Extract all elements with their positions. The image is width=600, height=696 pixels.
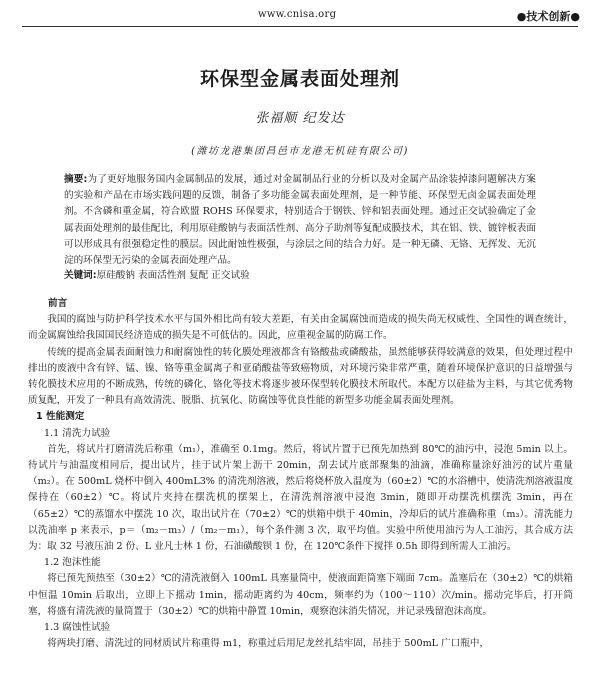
section-heading: 1 性能测定: [36, 411, 85, 423]
subsection-heading: 1.3 腐蚀性试验: [44, 622, 111, 634]
article-title: 环保型金属表面处理剂: [199, 68, 400, 90]
subsection-heading: 1.1 清洗力试验: [44, 427, 111, 439]
abstract-text: 为了更好地服务国内金属制品的发展，通过对金属制品行业的分析以及对金属产品涂装掉漆问题解决方案的实验和产品在市场实践问题的反馈，制备了多功能金属表面处理剂，是一种节能、环保型无卤金属表面处理剂。不含磷和重金属，符合欧盟 ROHS 环保要求，特别适合于钢铁、锌和铝表面处理。通过正交试验确定了金属表面处理剂的最佳配比，利用原硅酸钠与表面活性剂、高分子助剂等复配成膜技术，其在铝、铁、镀锌板表面可以形成具有很强稳定性的膜层。因此耐蚀性极强，与涂层之间的结合力好。是一种无磷、无铬、无挥发、无沉淀的环保型无污染的金属表面处理产品。: [64, 174, 536, 267]
section-label: ●技术创新●: [516, 10, 580, 23]
paragraph: 传统的提高金属表面耐蚀力和耐腐蚀性的转化膜处理液都含有铬酸盐或磷酸盐，虽然能够获得较满意的效果，但处理过程中排出的废液中含有锌、锰、镍、铬等重金属离子和亚硝酸盐等致癌物质，对环境污染非常严重，随着环境保护意识的日益增强与转化膜技术应用的不断成熟，传统的磷化、铬化等技术将逐步被环保型转化膜技术所取代。本配方以硅盐为主料，与其它优秀物质复配，开发了一种具有高效清洗、脱脂、抗氧化、防腐蚀等优良性能的新型多功能金属表面处理剂。: [28, 346, 573, 407]
abstract: [64, 172, 536, 269]
keywords: [64, 267, 536, 281]
paragraph: 我国的腐蚀与防护科学技术水平与国外相比尚有较大差距，有关由金属腐蚀而造成的损失尚无权威性、全国性的调查统计，而金属腐蚀给我国国民经济造成的损失是不可低估的。因此，应重视金属的防腐工作。: [28, 314, 573, 342]
affiliation: (潍坊龙港集团昌邑市龙港无机硅有限公司): [191, 146, 409, 157]
header-rule: [22, 26, 578, 27]
keywords-label: 关键词:: [64, 270, 97, 281]
article-body: [28, 296, 573, 652]
abstract-label: 摘要:: [64, 174, 88, 185]
journal-url: www.cnisa.org: [258, 9, 337, 20]
preface-heading: 前言: [48, 298, 68, 309]
paragraph: 首先，将试片打磨清洗后称重（m₁），准确至 0.1mg。然后，将试片置于已预先加热到 80℃的油污中，浸泡 5min 以上。待试片与油温度相同后，提出试片，挂于试片架上沥干 20min，刮去试片底部聚集的油滴，准确称量涂好油污的试片重量（m₂）。在 500mL 烧杯中倒入 400mL3% 的清洗剂溶液，然后将烧杯放入温度为（60±2）℃的水浴槽中，使清洗剂溶液温度保持在（60±2）℃。将试片夹持在摆洗机的摆架上，在清洗剂溶液中浸泡 3min，随即开动摆洗机摆洗 3min，再在（65±2）℃的蒸馏水中摆洗 10 次，取出试片在（70±2）℃的烘箱中烘干 40min，冷却后的试片准确称重（m₃）。清洗能力以洗油率 p 来表示，p＝（m₂－m₃）/（m₂－m₁），每个条件测 3 次，取平均值。实验中所使用油污为人工油污，其合成方法为：取 32 号液压油 2 份、L 业凡士林 1 份，石油磺酸钡 1 份，在 120℃条件下搅拌 0.5h 即得到所需人工油污。: [28, 443, 573, 553]
paragraph: 将已预先预热至（30±2）℃的清洗液倒入 100mL 具塞量筒中，使液面距筒塞下端面 7cm。盖塞后在（30±2）℃的烘箱中恒温 10min 后取出，立即上下摇动 1min，摇动距离约为 40cm，频率约为（100～110）次/min。摇动完毕后，打开筒塞，将盛有清洗液的量筒置于（30±2）℃的烘箱中静置 10min，观察泡沫消失情况，并记录残留泡沫高度。: [28, 573, 573, 617]
authors: 张福顺 纪发达: [255, 111, 345, 126]
running-header: [0, 6, 600, 26]
paragraph: 将两块打磨、清洗过的同材质试片称重得 m1，称重过后用尼龙丝扎结牢固，吊挂于 500mL 广口瓶中，: [47, 638, 490, 650]
keywords-text: 原硅酸钠 表面活性剂 复配 正交试验: [96, 270, 250, 281]
subsection-heading: 1.2 泡沫性能: [44, 557, 101, 569]
